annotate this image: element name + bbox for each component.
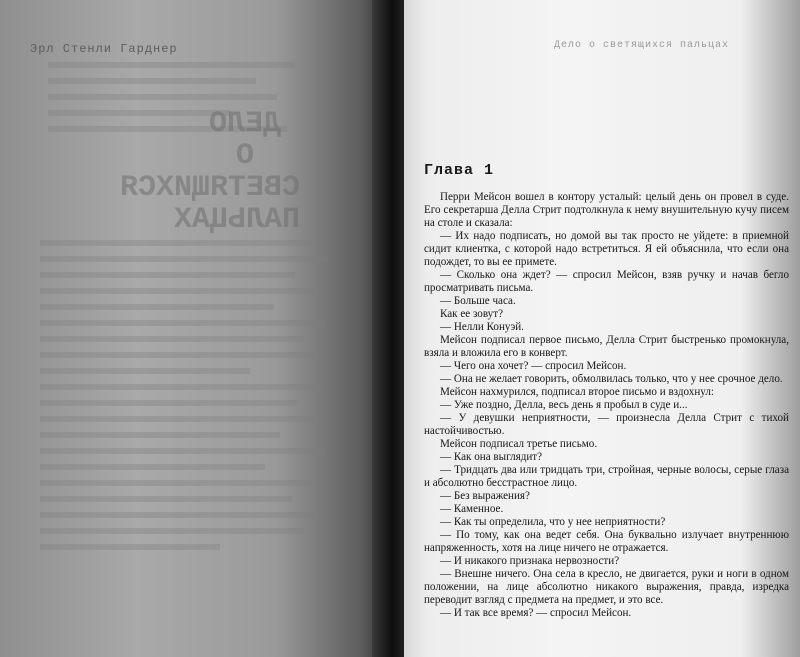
paragraph: Как ее зовут? (440, 308, 504, 320)
paragraph: — И так все время? — спросил Мейсон. (440, 607, 632, 619)
paragraph: Мейсон нахмурился, подписал второе письмо и вздохнул: (440, 386, 714, 398)
paragraph: — Без выражения? (440, 490, 530, 502)
chapter-content (424, 162, 789, 620)
paragraph: — Нелли Конуэй. (440, 321, 524, 333)
paragraph: — И никакого признака нервозности? (440, 555, 620, 567)
left-running-head: Эрл Стенли Гарднер (30, 42, 178, 56)
paragraph: — Как ты определила, что у нее неприятности? (440, 516, 666, 528)
right-running-head: Дело о светящихся пальцах (554, 40, 730, 51)
paragraph: — Сколько она ждет? — спросил Мейсон, взяв ручку и начав бегло просматривать письма. (424, 269, 789, 294)
paragraph: — Больше часа. (440, 295, 516, 307)
paragraph: Перри Мейсон вошел в контору усталый: целый день он провел в суде. Его секретарша Делла Стрит подтолкнула к нему внушительную кучу писем на столе и сказала: (424, 191, 789, 229)
paragraph: Мейсон подписал первое письмо, Делла Стрит быстренько промокнула, взяла и вложила его в конверт. (424, 334, 789, 359)
paragraph: — Как она выглядит? (440, 451, 543, 463)
paragraph: — Чего она хочет? — спросил Мейсон. (440, 360, 627, 372)
left-page-show-through-text (40, 240, 340, 560)
paragraph: — По тому, как она ведет себя. Она буквально излучает внутреннюю напряженность, хотя на лице ничего не отражается. (424, 529, 789, 554)
chapter-title: Глава 1 (424, 162, 495, 179)
paragraph: — Внешне ничего. Она села в кресло, не двигается, руки и ноги в одном положении, на лице абсолютно никакого выражения, правда, изредка переводит взгляд с предмета на предмет, и это все. (424, 568, 789, 606)
left-page (0, 0, 392, 657)
paragraph: — Тридцать два или тридцать три, стройная, черные волосы, серые глаза и абсолютно бесстрастное лицо. (424, 464, 789, 489)
paragraph: — Уже поздно, Делла, весь день я пробыл в суде и... (440, 399, 688, 411)
paragraph: — Каменное. (440, 503, 504, 515)
paragraph: — Она не желает говорить, обмолвилась только, что у нее срочное дело. (440, 373, 783, 385)
paragraph: — Их надо подписать, но домой вы так просто не уйдете: в приемной сидит клиентка, с которой надо встретиться. Я ей объяснила, что если она подождет, то вы ее примете. (424, 230, 789, 268)
left-page-ghost-title: ДЕЛО О СВЕТЯЩИХСЯ ПАЛЬЦАХ (119, 107, 300, 237)
right-page (404, 0, 800, 657)
paragraph: — У девушки неприятности, — произнесла Делла Стрит с тихой настойчивостью. (424, 412, 789, 437)
paragraph: Мейсон подписал третье письмо. (440, 438, 598, 450)
